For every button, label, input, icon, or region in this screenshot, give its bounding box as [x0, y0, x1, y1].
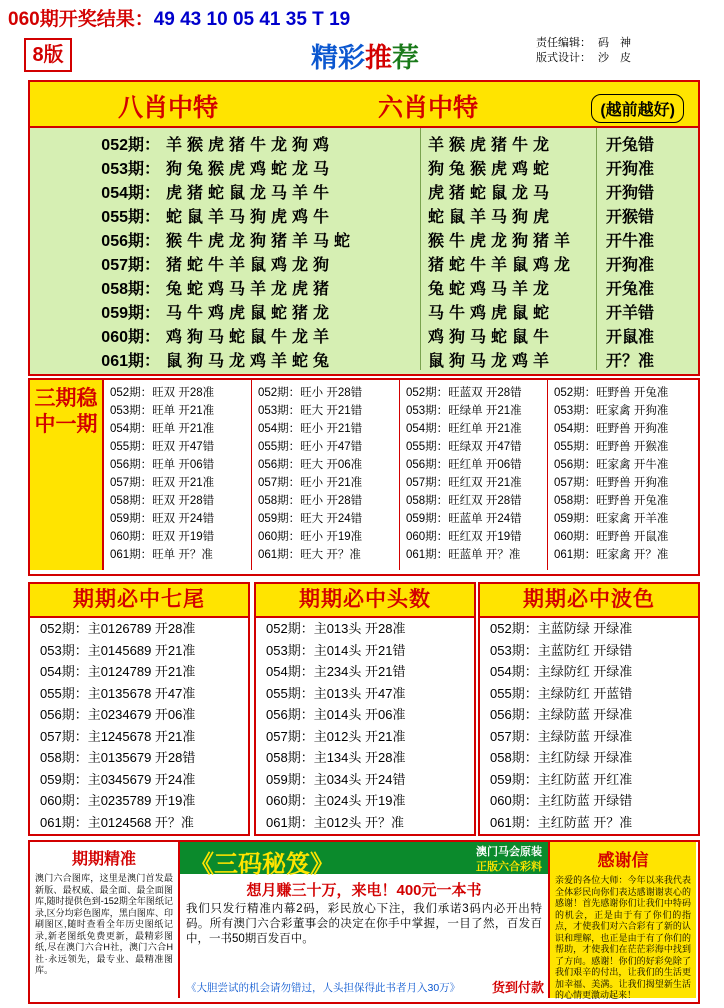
mid-cell: 057期：旺红双 开21准: [406, 477, 522, 489]
mid-cell: 057期：旺野兽 开狗准: [554, 477, 669, 489]
page-number-badge: 8版: [24, 38, 72, 72]
box-row: 059期：主034头 开24错: [266, 771, 406, 787]
box-row: 058期：主0135679 开28错: [40, 750, 196, 765]
box-row: 056期：主绿防蓝 开绿准: [490, 707, 633, 722]
mid-cell: 053期：旺大 开21错: [258, 405, 363, 417]
yellow-banner: [28, 80, 700, 128]
table-row: [30, 252, 698, 276]
mid-cell: 052期：旺蓝双 开28错: [406, 387, 522, 399]
row-period: 058期：: [101, 281, 160, 298]
draw-result-numbers: 49 43 10 05 41 35 T 19: [153, 9, 351, 30]
mid-cell: 056期：旺大 开06准: [258, 459, 363, 471]
eight-six-zodiac-table: [28, 126, 700, 376]
row-period: 061期：: [101, 353, 160, 370]
mid-cell: 053期：旺家禽 开狗准: [554, 405, 669, 417]
box-row: 057期：主1245678 开21准: [40, 728, 196, 744]
ad-footer: [180, 978, 550, 996]
ad-headline: 想月赚三十万，来电！400元一本书: [246, 882, 482, 899]
box-row: 059期：主0345679 开24准: [40, 771, 196, 787]
row-set-a: 猪蛇牛羊鼠鸡龙狗: [166, 257, 335, 274]
ad-payment-note: 货到付款: [491, 980, 544, 995]
banner-left-label: 八肖中特: [118, 94, 219, 122]
mid-cell: 056期：旺红单 开06错: [406, 459, 522, 471]
thanks-title: 感谢信: [597, 851, 649, 870]
page-title-part2: 推: [365, 43, 392, 73]
box-row: 055期：主013头 开47准: [266, 685, 406, 701]
table-row: [30, 276, 698, 300]
row-set-b: 猴牛虎龙狗猪羊: [428, 233, 576, 250]
row-set-a: 兔蛇鸡马羊龙虎猪: [166, 281, 335, 298]
mid-cell: 059期：旺大 开24错: [258, 513, 363, 525]
row-set-b: 兔蛇鸡马羊龙: [428, 281, 555, 298]
row-set-a: 狗兔猴虎鸡蛇龙马: [166, 161, 335, 178]
table-row: [30, 228, 698, 252]
banner-note: (越前越好): [591, 94, 684, 123]
mid-cell: 058期：旺野兽 开兔准: [554, 495, 669, 507]
box-row: 055期：主0135678 开47准: [40, 685, 196, 701]
row-set-b: 猪蛇牛羊鼠鸡龙: [428, 257, 576, 274]
mid-cell: 056期：旺家禽 开牛准: [554, 459, 669, 471]
mid-cell: 053期：旺单 开21准: [110, 405, 215, 417]
box-row: 054期：主0124789 开21准: [40, 664, 196, 679]
mid-cell: 061期：旺单 开？准: [110, 549, 213, 561]
row-period: 055期：: [101, 209, 160, 226]
row-result: 开？准: [606, 353, 655, 370]
three-period-side-title: [30, 380, 104, 570]
credit-editor-value: 码 神: [598, 37, 631, 49]
mid-cell: 057期：旺双 开21准: [110, 477, 215, 489]
row-set-b: 蛇鼠羊马狗虎: [428, 209, 555, 226]
table-row: [30, 132, 698, 156]
page-title-part1: 精彩: [311, 43, 365, 73]
mid-column-odd-even: [104, 380, 252, 570]
row-result: 开牛准: [606, 233, 655, 250]
box-row: 058期：主134头 开28准: [266, 750, 406, 765]
mid-cell: 060期：旺双 开19错: [110, 531, 215, 543]
bottom-section: [28, 840, 700, 1004]
row-period: 054期：: [101, 185, 160, 202]
mid-cell: 061期：旺家禽 开？准: [554, 549, 669, 561]
box-row: 052期：主蓝防绿 开绿准: [490, 621, 633, 636]
mid-cell: 058期：旺小 开28错: [258, 495, 363, 507]
row-result: 开鼠准: [606, 329, 655, 346]
ad-title: 《三码秘笈》: [190, 851, 334, 878]
mid-cell: 060期：旺红双 开19错: [406, 531, 522, 543]
credit-designer-row: [536, 51, 716, 66]
bottom-left-title: 期期精准: [71, 851, 136, 868]
side-title-text: 三期稳中一期: [34, 387, 98, 436]
ad-paragraph: 我们只发行精准内幕2码，彩民放心下注，我们承诺3码内必开出特码。所有澳门六合彩董事会的决定在你手中掌握，一目了然，百发百中，一书50期百发百中。: [186, 903, 542, 945]
row-set-a: 马牛鸡虎鼠蛇猪龙: [166, 305, 335, 322]
mid-cell: 053期：旺绿单 开21准: [406, 405, 522, 417]
bottom-ad-panel: [180, 842, 550, 998]
box-row: 057期：主012头 开21准: [266, 728, 406, 744]
box-row: 061期：主012头 开？准: [266, 814, 404, 830]
page-title: [250, 36, 480, 73]
mid-cell: 055期：旺小 开47错: [258, 441, 363, 453]
row-result: 开兔准: [606, 281, 655, 298]
table-row: [30, 300, 698, 324]
mid-cell: 055期：旺野兽 开猴准: [554, 441, 669, 453]
mid-cell: 059期：旺双 开24错: [110, 513, 215, 525]
box-row: 059期：主红防蓝 开红准: [490, 771, 633, 787]
draw-result-header: [8, 4, 708, 32]
row-period: 057期：: [101, 257, 160, 274]
credits-block: [536, 36, 716, 66]
row-period: 053期：: [101, 161, 160, 178]
draw-result-label: 060期开奖结果：: [8, 9, 154, 30]
box-row: 057期：主绿防蓝 开绿准: [490, 728, 633, 744]
row-set-a: 鼠狗马龙鸡羊蛇兔: [166, 353, 335, 370]
ad-sub1: 澳门马会原装: [476, 846, 542, 858]
bottom-left-panel: [30, 842, 180, 998]
banner-right-label: 六肖中特: [378, 94, 479, 122]
table-row: [30, 180, 698, 204]
box-row: 054期：主234头 开21错: [266, 664, 406, 679]
table-row: [30, 204, 698, 228]
row-set-b: 鸡狗马蛇鼠牛: [428, 329, 555, 346]
box-row: 053期：主0145689 开21准: [40, 642, 196, 658]
box-row: 053期：主蓝防红 开绿错: [490, 642, 633, 658]
row-result: 开羊错: [606, 305, 655, 322]
box-row: 054期：主绿防红 开绿准: [490, 664, 633, 679]
mid-cell: 056期：旺单 开06错: [110, 459, 215, 471]
box-title: 期期必中头数: [256, 584, 474, 618]
table-row: [30, 348, 698, 372]
box-row: 060期：主红防蓝 开绿错: [490, 793, 633, 808]
mid-column-beast-poultry: [548, 380, 694, 570]
page-title-part3: 荐: [392, 43, 419, 73]
box-row: 055期：主绿防红 开蓝错: [490, 685, 633, 701]
box-row: 060期：主0235789 开19准: [40, 793, 196, 808]
credit-designer-value: 沙 皮: [598, 52, 631, 64]
box-title: 期期必中七尾: [30, 584, 248, 618]
row-set-a: 猴牛虎龙狗猪羊马蛇: [166, 233, 356, 250]
row-period: 059期：: [101, 305, 160, 322]
mid-cell: 052期：旺小 开28错: [258, 387, 363, 399]
row-period: 056期：: [101, 233, 160, 250]
box-row: 052期：主013头 开28准: [266, 621, 406, 636]
mid-cell: 057期：旺小 开21准: [258, 477, 363, 489]
thanks-text: 亲爱的各位大师：今年以来我代表全体彩民向你们表达感谢谢衷心的感谢！首先感谢你们让我们中特码的机会，正是由于有了你们的指点，才使我们对六合彩有了新的认识和理解，也正是由于有了你们的帮助，才使我们在茫茫彩海中找到了方向。感谢！你们的好彩免除了我们艰辛的付出，让我们的生活更加幸福、美满。让我们揭望新生活的心情更激动起来！: [555, 875, 691, 1000]
box-row: 061期：主0124568 开？准: [40, 814, 194, 830]
seven-tails-box: [28, 582, 250, 836]
row-set-a: 虎猪蛇鼠龙马羊牛: [166, 185, 335, 202]
row-period: 060期：: [101, 329, 160, 346]
ad-foot-note: 《大胆尝试的机会请勿错过，人头担保得此书者月入30万》: [186, 982, 461, 994]
mid-cell: 059期：旺家禽 开羊准: [554, 513, 669, 525]
row-result: 开狗准: [606, 161, 655, 178]
mid-cell: 055期：旺双 开47错: [110, 441, 215, 453]
bottom-left-text: 澳门六合图库，这里是澳门首发最新版、最权威、最全面、最全面图库,随时提供色到-152期全年图纸记录,区分均彩色图库，黑白图库、印刷图区,随时查看全年历史图纸记录,新老图纸免费更新，最精彩图纸,尽在澳门六合H社，澳门六合H社·永远领先，最专业、最精准图库。: [35, 873, 173, 975]
mid-cell: 052期：旺双 开28准: [110, 387, 215, 399]
mid-cell: 054期：旺红单 开21准: [406, 423, 522, 435]
mid-cell: 061期：旺大 开？准: [258, 549, 361, 561]
box-title: 期期必中波色: [480, 584, 698, 618]
row-set-b: 虎猪蛇鼠龙马: [428, 185, 555, 202]
row-result: 开狗准: [606, 257, 655, 274]
row-result: 开狗错: [606, 185, 655, 202]
box-row: 056期：主014头 开06准: [266, 707, 406, 722]
credit-designer-key: 版式设计：: [536, 52, 591, 64]
mid-column-big-small: [252, 380, 400, 570]
row-period: 052期：: [101, 137, 160, 154]
box-row: 061期：主红防蓝 开？准: [490, 814, 633, 830]
mid-cell: 059期：旺蓝单 开24错: [406, 513, 522, 525]
row-set-a: 羊猴虎猪牛龙狗鸡: [166, 137, 335, 154]
table-row: [30, 324, 698, 348]
row-set-a: 蛇鼠羊马狗虎鸡牛: [166, 209, 335, 226]
three-period-section: [28, 378, 700, 576]
mid-cell: 054期：旺野兽 开狗准: [554, 423, 669, 435]
row-set-b: 鼠狗马龙鸡羊: [428, 353, 555, 370]
mid-cell: 060期：旺野兽 开鼠准: [554, 531, 669, 543]
wave-color-box: [478, 582, 700, 836]
row-set-b: 羊猴虎猪牛龙: [428, 137, 555, 154]
mid-cell: 058期：旺双 开28错: [110, 495, 215, 507]
mid-cell: 058期：旺红双 开28错: [406, 495, 522, 507]
row-set-b: 狗兔猴虎鸡蛇: [428, 161, 555, 178]
mid-column-color: [400, 380, 548, 570]
mid-cell: 060期：旺小 开19准: [258, 531, 363, 543]
box-row: 060期：主024头 开19准: [266, 793, 406, 808]
box-row: 058期：主红防绿 开绿准: [490, 750, 633, 765]
bottom-right-panel: [550, 842, 696, 998]
mid-cell: 054期：旺小 开21错: [258, 423, 363, 435]
box-row: 053期：主014头 开21错: [266, 642, 406, 658]
mid-cell: 061期：旺蓝单 开？准: [406, 549, 521, 561]
row-result: 开兔错: [606, 137, 655, 154]
row-set-a: 鸡狗马蛇鼠牛龙羊: [166, 329, 335, 346]
ad-header: [180, 842, 548, 878]
credit-editor-row: [536, 36, 716, 51]
mid-cell: 054期：旺单 开21准: [110, 423, 215, 435]
ad-sub2: 正版六合彩料: [476, 861, 542, 873]
box-row: 056期：主0234679 开06准: [40, 707, 196, 722]
row-set-b: 马牛鸡虎鼠蛇: [428, 305, 555, 322]
row-result: 开猴错: [606, 209, 655, 226]
mid-cell: 052期：旺野兽 开兔准: [554, 387, 669, 399]
table-row: [30, 156, 698, 180]
box-row: 052期：主0126789 开28准: [40, 621, 196, 636]
credit-editor-key: 责任编辑：: [536, 37, 591, 49]
head-count-box: [254, 582, 476, 836]
mid-cell: 055期：旺绿双 开47错: [406, 441, 522, 453]
